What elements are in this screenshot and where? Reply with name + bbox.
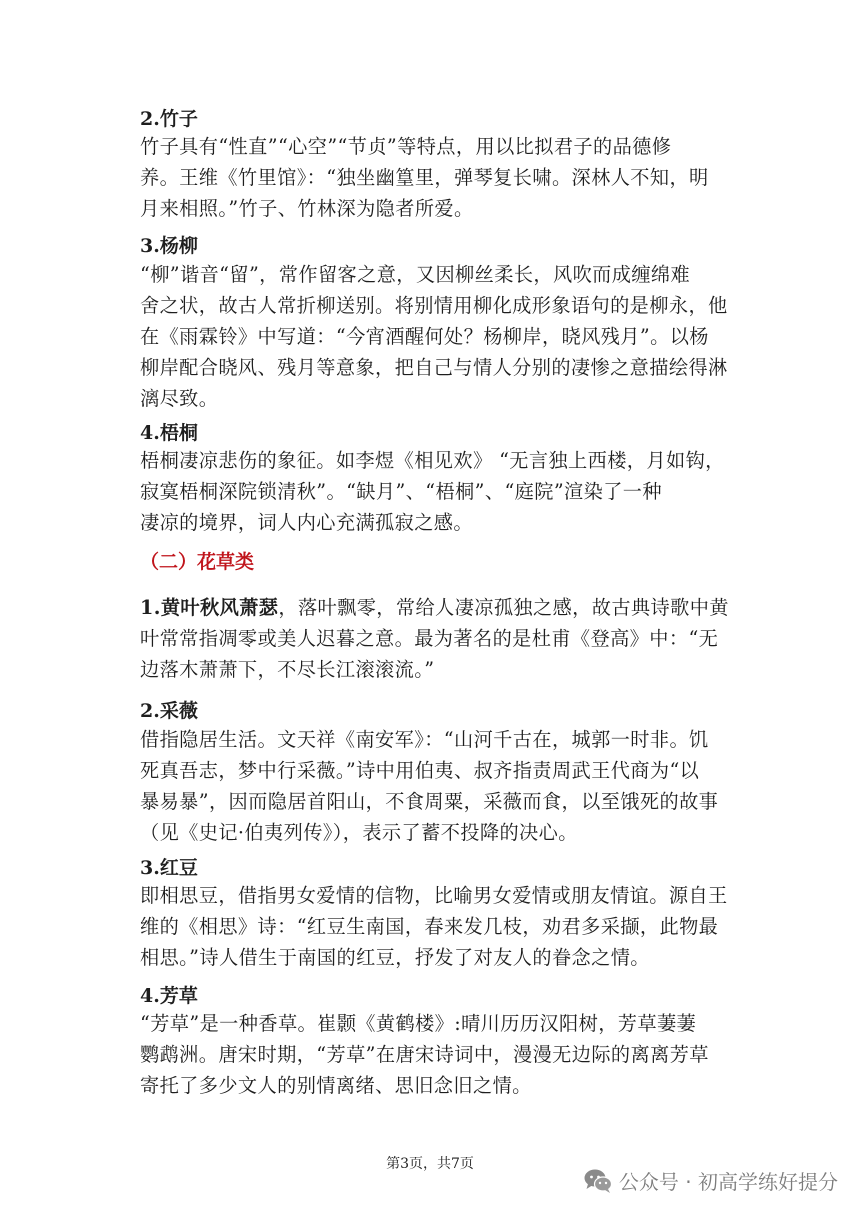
watermark-text: 公众号 · 初高学练好提分 [618,1170,838,1194]
text-line: 死真吾志，梦中行采薇。”诗中用伯夷、叔齐指责周武王代商为“以 [140,759,700,782]
text-line: 即相思豆，借指男女爱情的信物，比喻男女爱情或朋友情谊。源自王 [140,884,728,907]
text-line: 鹦鹉洲。唐宋时期，“芳草”在唐宋诗词中，漫漫无边际的离离芳草 [140,1043,709,1066]
text-line: 寄托了多少文人的别情离绪、思旧念旧之情。 [140,1074,532,1097]
watermark [583,1166,838,1195]
text-line [140,592,730,623]
paragraph-red-bean [140,880,730,973]
lead-term: 1.黄叶秋风萧瑟 [140,596,279,619]
heading-red-bean: 3.红豆 [140,857,198,879]
paragraph-weeds [140,724,730,848]
heading-weeds: 2.采薇 [140,700,198,722]
paragraph-bamboo [140,131,730,224]
text-line: “柳”谐音“留”，常作留客之意，又因柳丝柔长，风吹而成缠绵难 [140,263,691,286]
paragraph-wutong [140,445,730,538]
text-line: 养。王维《竹里馆》：“独坐幽篁里，弹琴复长啸。深林人不知，明 [140,166,709,189]
text-line: （见《史记·伯夷列传》），表示了蓄不投降的决心。 [140,821,578,844]
wechat-icon [583,1168,613,1194]
section-title: （二）花草类 [140,551,255,573]
text-line: 暴易暴”，因而隐居首阳山，不食周粟，采薇而食，以至饿死的故事 [140,790,719,813]
text-line: 叶常常指凋零或美人迟暮之意。最为著名的是杜甫《登高》中：“无 [140,627,719,650]
text-line: 凄凉的境界，词人内心充满孤寂之感。 [140,511,473,534]
heading-willow: 3.杨柳 [140,235,198,257]
text-line: 柳岸配合晓风、残月等意象，把自己与情人分别的凄惨之意描绘得淋 [140,356,728,379]
paragraph-fragrant-grass [140,1008,730,1101]
text-line: 漓尽致。 [140,387,219,410]
text-line: 维的《相思》诗：“红豆生南国，春来发几枝，劝君多采撷，此物最 [140,915,719,938]
text-line: 月来相照。”竹子、竹林深为隐者所爱。 [140,197,474,220]
text-run: ，落叶飘零，常给人凄凉孤独之感，故古典诗歌中黄 [278,596,729,619]
heading-bamboo: 2.竹子 [140,108,198,130]
heading-wutong: 4.梧桐 [140,422,198,444]
text-line: 在《雨霖铃》中写道：“今宵酒醒何处？杨柳岸，晓风残月”。以杨 [140,325,709,348]
text-line: 借指隐居生活。文天祥《南安军》：“山河千古在，城郭一时非。饥 [140,728,709,751]
text-line: 相思。”诗人借生于南国的红豆，抒发了对友人的眷念之情。 [140,946,650,969]
text-line: “芳草”是一种香草。崔颢《黄鹤楼》:晴川历历汉阳树，芳草萋萋 [140,1012,697,1035]
heading-fragrant-grass: 4.芳草 [140,985,198,1007]
paragraph-yellow-leaves [140,592,730,685]
text-line: 寂寞梧桐深院锁清秋”。“缺月”、“梧桐”、“庭院”渲染了一种 [140,480,662,503]
text-line: 边落木萧萧下，不尽长江滚滚流。” [140,658,435,681]
text-line: 舍之状，故古人常折柳送别。将别情用柳化成形象语句的是柳永，他 [140,294,728,317]
paragraph-willow [140,259,730,414]
text-line: 竹子具有“性直”“心空”“节贞”等特点，用以比拟君子的品德修 [140,135,672,158]
page-number: 第3页，共7页 [386,1156,474,1172]
text-line: 梧桐凄凉悲伤的象征。如李煜《相见欢》 “无言独上西楼，月如钩， [140,449,725,472]
